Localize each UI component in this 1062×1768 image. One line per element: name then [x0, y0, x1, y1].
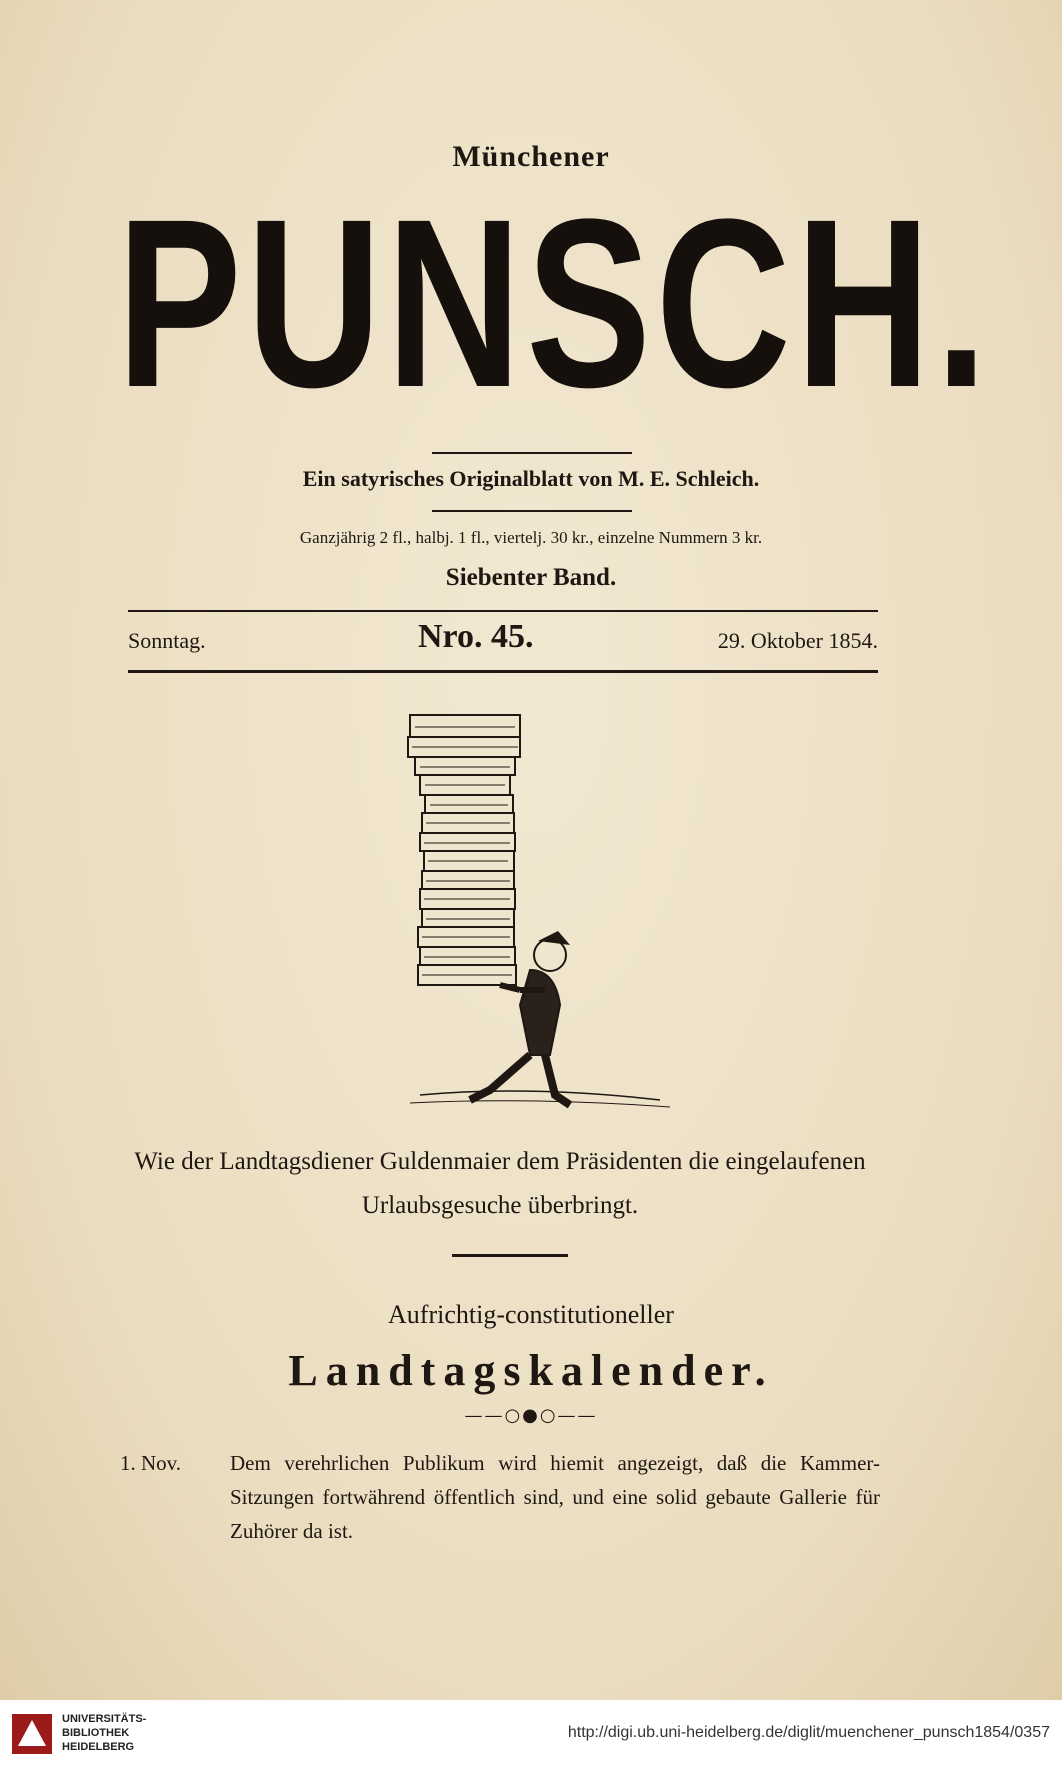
header-rule-bottom — [128, 670, 878, 673]
source-url-link[interactable]: http://digi.ub.uni-heidelberg.de/diglit/muenchener_punsch1854/0357 — [567, 1724, 1050, 1741]
logo-line: UNIVERSITÄTS- — [62, 1713, 147, 1725]
masthead-title: PUNSCH. — [116, 169, 993, 437]
library-logo-text — [62, 1712, 146, 1754]
calendar-subtitle: Aufrichtig-constitutioneller — [388, 1300, 674, 1329]
masthead-top-line: Münchener — [452, 140, 610, 173]
logo-line: BIBLIOTHEK — [62, 1727, 130, 1739]
issue-info-row — [128, 618, 878, 658]
volume-label: Siebenter Band. — [445, 564, 617, 591]
masthead-subtitle: Ein satyrisches Originalblatt von M. E. Schleich. — [302, 466, 760, 491]
library-footer — [0, 1700, 1062, 1768]
calendar-title: Landtagskalender. — [288, 1346, 774, 1395]
library-logo-icon — [10, 1712, 54, 1756]
header-rule-top — [128, 610, 878, 612]
issue-day: Sonntag. — [128, 628, 206, 653]
ornament-divider: ——○●○—— — [464, 1405, 598, 1426]
illustration-caption: Wie der Landtagsdiener Guldenmaier dem Präsidenten die eingelaufenen Urlaubsgesuche überbringt. — [134, 1148, 866, 1219]
issue-date: 29. Oktober 1854. — [717, 628, 878, 653]
calendar-entry-text: Dem verehrlichen Publikum wird hiemit angezeigt, daß die Kammer-Sitzungen fortwährend öffentlich sind, und eine solid gebaute Gallerie für Zuhörer da ist. — [230, 1451, 880, 1543]
woodcut-illustration — [380, 705, 680, 1125]
divider-rule — [432, 510, 632, 512]
issue-number: Nro. 45. — [418, 618, 534, 655]
section-divider — [452, 1254, 568, 1257]
logo-line: HEIDELBERG — [62, 1741, 135, 1753]
subscription-prices: Ganzjährig 2 fl., halbj. 1 fl., viertelj. 30 kr., einzelne Nummern 3 kr. — [299, 528, 763, 547]
divider-rule — [432, 452, 632, 454]
calendar-entry-date: 1. Nov. — [120, 1451, 182, 1475]
